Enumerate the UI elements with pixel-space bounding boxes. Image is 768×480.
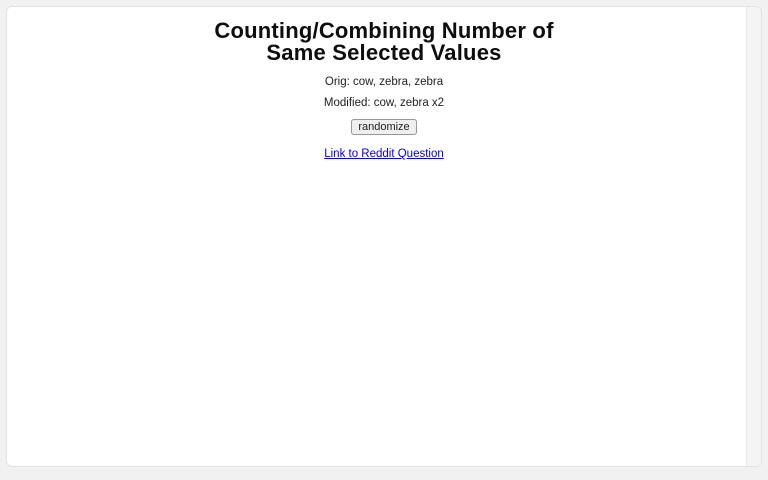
- page-title-line-1: Counting/Combining Number of: [214, 18, 554, 43]
- page-title-line-2: Same Selected Values: [266, 40, 502, 65]
- page-content: [7, 20, 761, 162]
- button-row: [7, 117, 761, 135]
- page-title: [7, 20, 761, 64]
- modified-values-text: Modified: cow, zebra x2: [323, 97, 445, 109]
- page-card: [6, 6, 762, 467]
- link-row: [7, 144, 761, 162]
- reddit-question-link[interactable]: Link to Reddit Question: [324, 148, 444, 160]
- randomize-button[interactable]: randomize: [351, 119, 416, 135]
- orig-values-text: Orig: cow, zebra, zebra: [324, 76, 444, 88]
- vertical-scrollbar[interactable]: [746, 7, 761, 466]
